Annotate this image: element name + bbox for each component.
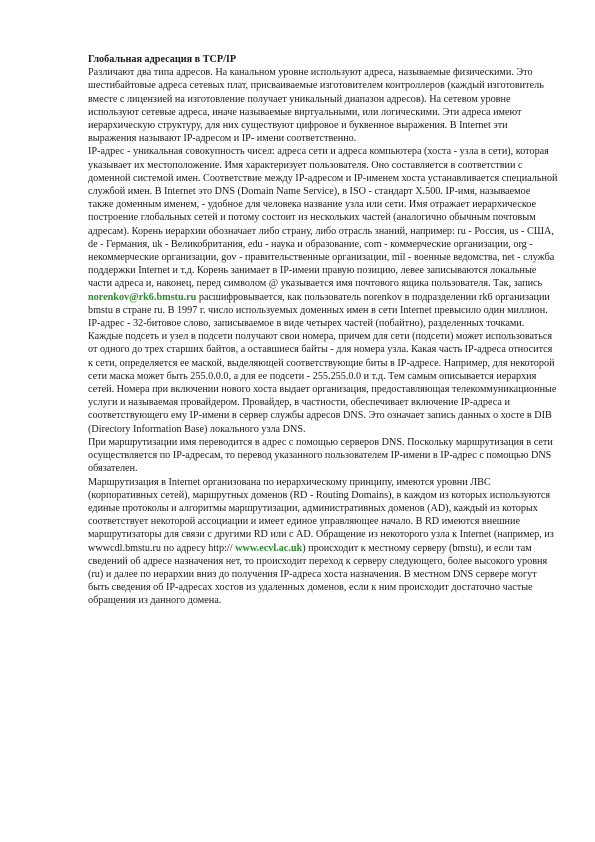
paragraph-text: IP-адрес - уникальная совокупность чисел: адреса сети и адреса компьютера (хоста - узла в сети), которая указывает их местоположение. Имя характеризует пользователя. Оно составляется в соответствии с доменной системой имен. Соответствие между IP-адресом и IP-именем хоста устанавливается специальной службой имен. В Internet это DNS (Domain Name Service), в ISO - стандарт X.500. IP-имя, называемое также доменным именем, - удобное для человека название узла или сети. Имя отражает иерархическое построение глобальных сетей и потому состоит из нескольких частей (аналогично обычным почтовым адресам). Корень иерархии обозначает либо страну, либо отрасль знаний, например: ru - Россия, us - США, de - Германия, uk - Великобритания, edu - наука и образование, com - коммерческие организации, org - некоммерческие организации, gov - правительственные организации, mil - военные ведомства, net - служба поддержки Internet и т.д. Корень занимает в IP-имени правую позицию, левее записываются локальные части адреса и, наконец, перед символом @ указывается имя почтового ящика пользователя. Так, запись: [88, 146, 558, 290]
paragraph-address-types: Различают два типа адресов. На канальном уровне используют адреса, называемые физическими. Это шестибайтовые адреса сетевых плат, присваиваемые изготовителем контроллеров (каждый изготовитель вместе с лицензией на изготовление получает уникальный диапазон адресов). На сетевом уровне используют сетевые адреса, иначе называемые виртуальными, или логическими. Эти адреса имеют иерархическую структуру, для них существуют цифровое и буквенное выражения. В Internet эти выражения называют IP-адресом и IP- имени соответственно.: [88, 67, 544, 145]
paragraph-text: Маршрутизация в Internet организована по иерархическому принципу, имеются уровни ЛВС (корпоративных сетей), маршрутных доменов (RD - Routing Domains), в каждом из которых используются единые протоколы и алгоритмы маршрутизации, административных доменов (AD), каждый из которых соответствует некоторой ассоциации и имеет единое управляющее начало. В RD имеются внешние маршрутизаторы для связи с другими RD или с AD. Обращение из некоторого узла к Internet (например, из wwwcdl.bmstu.ru по адресу http://: [88, 476, 554, 554]
paragraph-routing-dns: При маршрутизации имя переводится в адрес с помощью серверов DNS. Поскольку маршрутизация в сети осуществляется по IP-адресам, то перевод указанного пользователем IP-имени в IP-адрес с помощью DNS обязателен.: [88, 436, 553, 475]
paragraph-text-continued: расшифровывается, как пользователь norenkov в подразделении rk6 организации bmstu в стране ru. В 1997 г. число используемых доменных имен в сети Internet превысило один миллион.: [88, 291, 550, 316]
paragraph-text-continued: ) происходит к местному серверу (bmstu), и если там сведений об адресе назначения нет, то происходит переход к серверу следующего, более высокого уровня (ru) и далее по иерархии вниз до получения IP-адреса хоста назначения. В местном DNS сервере могут быть сведения об IP-адресах хостов из удаленных доменов, если к ним происходит достаточно частые обращения из данного домена.: [88, 542, 548, 607]
document-page: [88, 53, 558, 608]
paragraph-32bit-word: IP-адрес - 32-битовое слово, записываемое в виде четырех частей (побайтно), разделенных точками. Каждые подсеть и узел в подсети получают свои номера, причем для сети (подсети) может использоваться от одного до трех старших байтов, а оставшиеся байты - для номера узла. Какая часть IP-адреса относится к сети, определяется ее маской, выделяющей соответствующие биты в IP-адресе. Например, для некоторой сети маска может быть 255.0.0.0, а для ее подсети - 255.255.0.0 и т.д. Тем самым описывается иерархия сетей. Номера при включении нового хоста выдает организация, предоставляющая телекоммуникационные услуги и называемая провайдером. Провайдер, в частности, обеспечивает включение IP-адреса и соответствующего ему IP-имени в сервер службы адресов DNS. Это означает запись данных о хосте в DIB (Directory Information Base) локального узла DNS.: [88, 318, 557, 435]
page-title: Глобальная адресация в TCP/IP: [88, 54, 237, 65]
paragraph-ip-address-and-name: [88, 145, 558, 317]
email-example: norenkov@rk6.bmstu.ru: [88, 291, 197, 303]
paragraph-hierarchical-routing: [88, 476, 558, 608]
url-example[interactable]: www.ecvl.ac.uk: [235, 542, 303, 554]
